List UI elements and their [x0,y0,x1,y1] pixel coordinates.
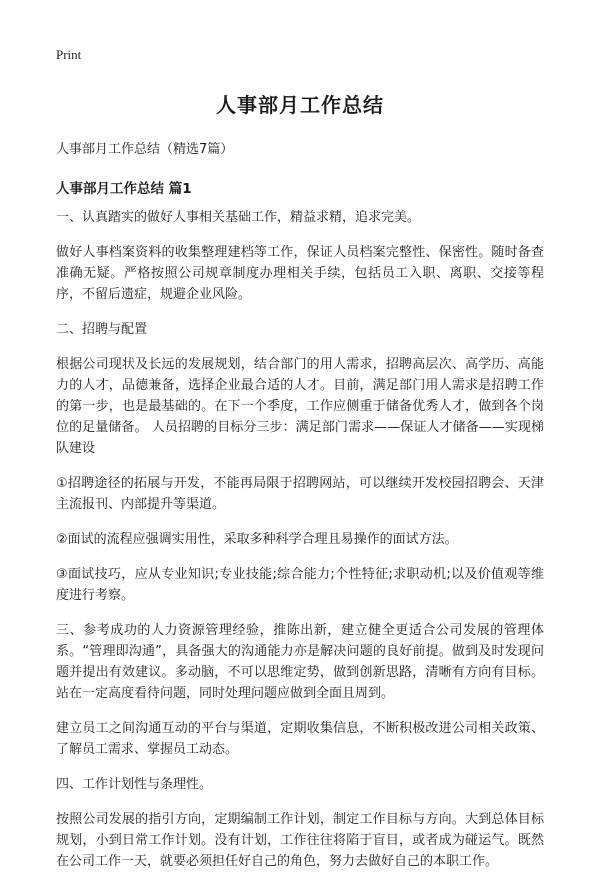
paragraph-work-planning: 按照公司发展的指引方向，定期编制工作计划，制定工作目标与方向。大到总体目标 规划，小到日常工作计划。没有计划，工作往往将陷于盲目，或者成为碰运气。既然在公司工作一天，就要必须担任好自己的角色，努力去做好自己的本职工作。 [56,812,544,869]
paragraph-interview-skills: ③面试技巧，应从专业知识;专业技能;综合能力;个性特征;求职动机;以及价值观等维度进行考察。 [56,567,544,603]
paragraph-archives: 做好人事档案资料的收集整理建档等工作，保证人员档案完整性、保密性。随时备查 准确无疑。严格按照公司规章制度办理相关手续，包括员工入职、离职、交接等程序，不留后遗症，规避企业风险。 [56,245,544,302]
paragraph-communication-platform: 建立员工之间沟通互动的平台与渠道，定期收集信息，不断积极改进公司相关政策、了解员工需求、掌握员工动态。 [56,721,544,757]
paragraph-recruitment-heading: 二、招聘与配置 [56,322,148,337]
paragraph-management-system: 三、参考成功的人力资源管理经验，推陈出新，建立健全更适合公司发展的管理体系。“管理即沟通”，具备强大的沟通能力亦是解决问题的良好前提。做到及时发现问题并提出有效建议。多动脑，不可以思维定势，做到创新思路，清晰有方向有目标。站在一定高度看待问题，同时处理问题应做到全面且周到。 [56,623,544,701]
paragraph-recruitment-plan: 根据公司现状及长远的发展规划，结合部门的用人需求，招聘高层次、高学历、高能 力的人才，品德兼备，选择企业最合适的人才。目前，满足部门用人需求是招聘工作的第一步，也是最基础的。在下一个季度，工作应侧重于储备优秀人才，做到各个岗位的足量储备。 人员招聘的目标分三步：满足部门需求——保证人才储备——实现梯队建设 [56,357,544,456]
section-heading: 人事部月工作总结 篇1 [56,181,192,197]
print-link[interactable]: Print [56,47,82,62]
paragraph-recruitment-channels: ①招聘途径的拓展与开发，不能再局限于招聘网站，可以继续开发校园招聘会、天津主流报刊、内部提升等渠道。 [56,476,544,512]
paragraph-planning-heading: 四、工作计划性与条理性。 [56,777,213,792]
paragraph-interview-process: ②面试的流程应强调实用性，采取多种科学合理且易操作的面试方法。 [56,532,458,547]
document-title: 人事部月工作总结 [216,93,384,117]
paragraph-basic-work: 一、认真踏实的做好人事相关基础工作，精益求精，追求完美。 [56,210,421,225]
document-subtitle: 人事部月工作总结（精选7篇） [56,142,234,157]
